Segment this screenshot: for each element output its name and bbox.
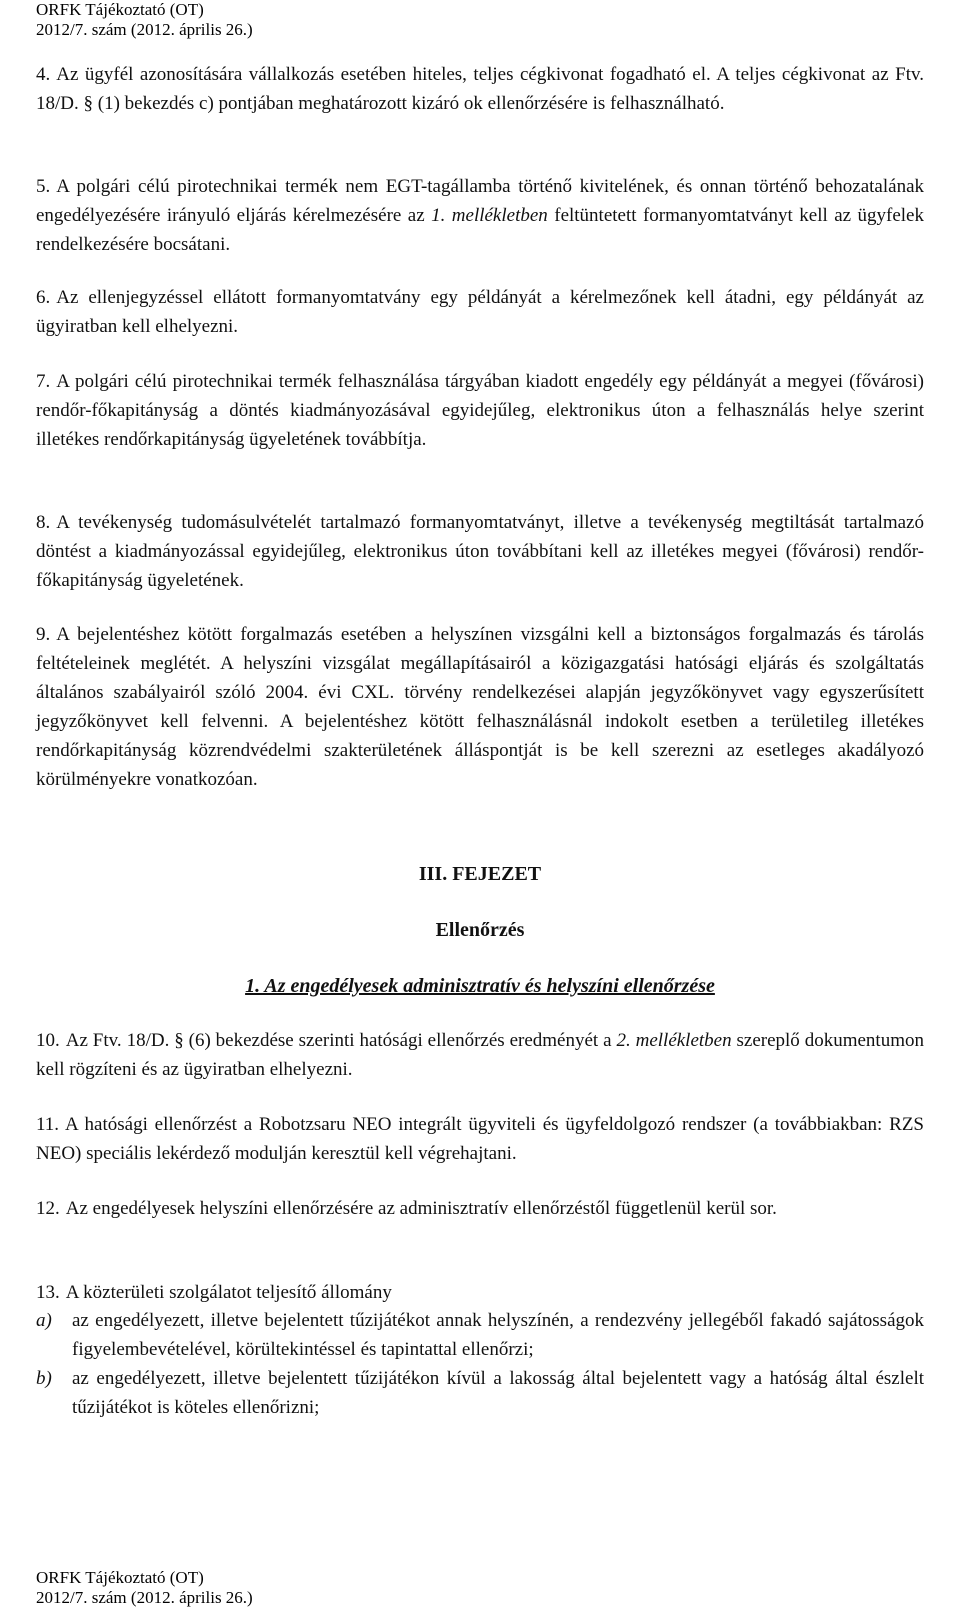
paragraph-text: A közterületi szolgálatot teljesítő állomány (65, 1282, 392, 1303)
footer-issue: 2012/7. szám (2012. április 26.) (36, 1588, 253, 1607)
paragraph-number: 7. (36, 371, 51, 392)
list-item-text: az engedélyezett, illetve bejelentett tűzijátékot annak helyszínén, a rendezvény jellegéből fakadó sajátosságok figyelembevételével, körültekintéssel és tapintattal ellenőrzi; (72, 1310, 924, 1360)
footer-title: ORFK Tájékoztató (OT) (36, 1568, 204, 1587)
paragraph-12 (36, 1194, 924, 1223)
list-item (36, 1364, 924, 1422)
list-item-text: az engedélyezett, illetve bejelentett tűzijátékon kívül a lakosság által bejelentett vagy a hatóság által észlelt tűzijátékot is köteles ellenőrizni; (72, 1368, 924, 1418)
paragraph-reference: 2. mellékletben (616, 1030, 732, 1051)
paragraph-text: A polgári célú pirotechnikai termék felhasználása tárgyában kiadott engedély egy példányát a megyei (fővárosi) rendőr-főkapitányság a döntés kiadmányozásával egyidejűleg, elektronikus úton a felhasználás helye szerint illetékes rendőrkapitányság ügyeletének továbbítja. (36, 371, 924, 450)
paragraph-number: 12. (36, 1198, 60, 1219)
paragraph-6 (36, 283, 924, 341)
document-page (36, 0, 924, 1624)
paragraph-number: 10. (36, 1030, 60, 1051)
page-footer (36, 1568, 253, 1608)
paragraph-text: A tevékenység tudomásulvételét tartalmazó formanyomtatványt, illetve a tevékenység megtiltását tartalmazó döntést a kiadmányozással egyidejűleg, elektronikus úton továbbítani kell az illetékes megyei (fővárosi) rendőr-főkapitányság ügyeletének. (36, 512, 924, 591)
paragraph-text: szereplő dokumentumon kell rögzíteni és az ügyiratban elhelyezni. (36, 1030, 924, 1080)
paragraph-number: 8. (36, 512, 51, 533)
header-issue: 2012/7. szám (2012. április 26.) (36, 20, 253, 39)
paragraph-number: 4. (36, 64, 51, 85)
paragraph-text: A bejelentéshez kötött forgalmazás esetében a helyszínen vizsgálni kell a biztonságos forgalmazás és tárolás feltételeinek meglétét. A helyszíni vizsgálat megállapításairól a közigazgatási hatósági eljárás és szolgáltatás általános szabályairól szóló 2004. évi CXL. törvény rendelkezései alapján jegyzőkönyvet vagy egyszerűsített jegyzőkönyvet kell felvenni. A bejelentéshez kötött felhasználásnál indokolt esetben a területileg illetékes rendőrkapitányság közrendvédelmi szakterületének álláspontját is be kell szerezni az esetleges akadályozó körülményekre vonatkozóan. (36, 624, 924, 790)
list-item-label: b) (36, 1368, 52, 1389)
chapter-heading: III. FEJEZET (418, 863, 542, 885)
paragraph-5 (36, 172, 924, 259)
paragraph-text: Az ellenjegyzéssel ellátott formanyomtatvány egy példányát a kérelmezőnek kell átadni, egy példányát az ügyiratban kell elhelyezni. (36, 287, 924, 337)
paragraph-text: A polgári célú pirotechnikai termék nem EGT-tagállamba történő kivitelének, és onnan történő behozatalának engedélyezésére irányuló eljárás kérelmezésére az (36, 176, 924, 226)
paragraph-number: 5. (36, 176, 51, 197)
paragraph-text: Az ügyfél azonosítására vállalkozás esetében hiteles, teljes cégkivonat fogadható el. A teljes cégkivonat az Ftv. 18/D. § (1) bekezdés c) pontjában meghatározott kizáró ok ellenőrzésére is felhasználható. (36, 64, 924, 114)
paragraph-text: feltüntetett formanyomtatványt kell az ügyfelek rendelkezésére bocsátani. (36, 205, 924, 255)
list-item (36, 1306, 924, 1364)
header-title: ORFK Tájékoztató (OT) (36, 0, 204, 19)
paragraph-text: Az Ftv. 18/D. § (6) bekezdése szerinti hatósági ellenőrzés eredményét a (65, 1030, 617, 1051)
paragraph-11 (36, 1110, 924, 1168)
chapter-title: Ellenőrzés (435, 919, 525, 941)
paragraph-4 (36, 60, 924, 118)
paragraph-10 (36, 1026, 924, 1084)
section-heading: 1. Az engedélyesek adminisztratív és helyszíni ellenőrzése (245, 975, 715, 997)
paragraph-8 (36, 508, 924, 595)
paragraph-number: 6. (36, 287, 51, 308)
paragraph-number: 11. (36, 1114, 60, 1135)
list-item-label: a) (36, 1310, 52, 1331)
paragraph-number: 9. (36, 624, 51, 645)
page-header (36, 0, 253, 40)
paragraph-number: 13. (36, 1282, 60, 1303)
paragraph-13 (36, 1278, 924, 1307)
subitem-list (36, 1306, 924, 1422)
paragraph-text: A hatósági ellenőrzést a Robotzsaru NEO integrált ügyviteli és ügyfeldolgozó rendszer (a továbbiakban: RZS NEO) speciális lekérdező modulján keresztül kell végrehajtani. (36, 1114, 924, 1164)
paragraph-7 (36, 367, 924, 454)
paragraph-reference: 1. mellékletben (431, 205, 548, 226)
paragraph-9 (36, 620, 924, 794)
paragraph-text: Az engedélyesek helyszíni ellenőrzésére az adminisztratív ellenőrzéstől függetlenül kerül sor. (65, 1198, 777, 1219)
